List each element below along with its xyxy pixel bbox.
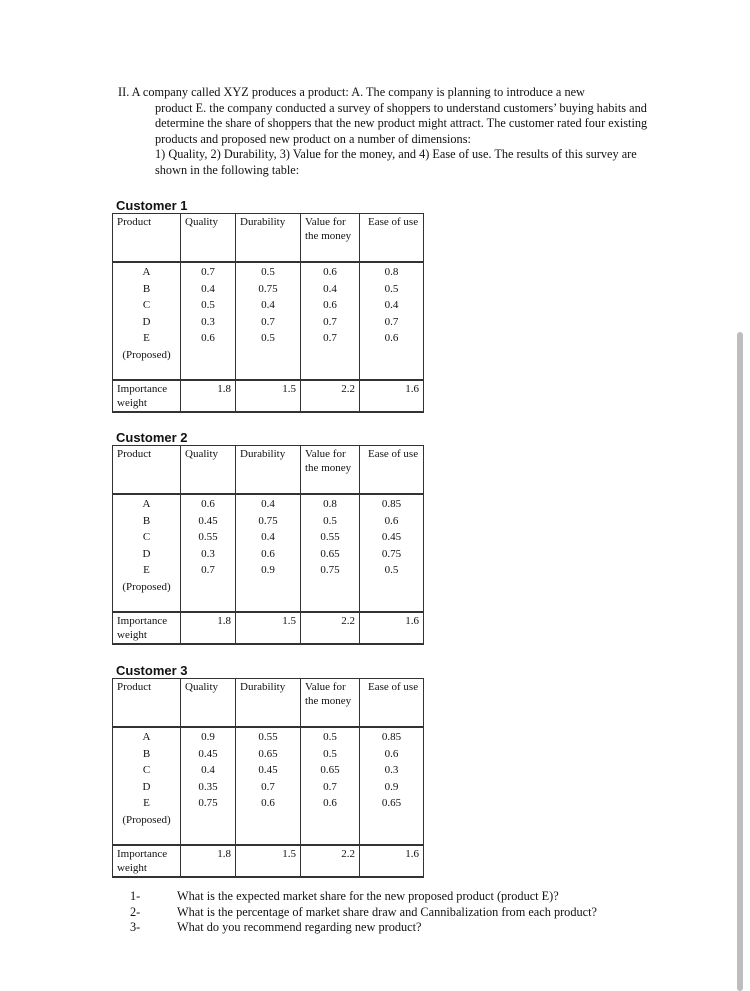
- durability-cell: 0.75: [258, 282, 278, 295]
- ease-cell: 0.6: [384, 514, 399, 527]
- ease-cell: 0.4: [384, 299, 399, 311]
- products-column: [113, 497, 180, 596]
- durability-cell: 0.7: [261, 780, 275, 793]
- products-cell: B: [142, 282, 151, 295]
- table-header-row: [113, 446, 424, 495]
- ease-column: [360, 730, 423, 813]
- value-cell: 0.55: [320, 531, 340, 543]
- products-cell: C: [142, 531, 151, 543]
- ease-cell: 0.6: [384, 332, 399, 344]
- ease-cell: 0.45: [381, 531, 402, 543]
- ease-cell: 0.8: [384, 266, 399, 278]
- products-cell: D: [142, 547, 151, 560]
- importance-label: Importance weight: [113, 380, 181, 412]
- products-cell: A: [142, 498, 151, 510]
- quality-column: [181, 265, 235, 348]
- quality-cell: 0.6: [201, 498, 215, 510]
- quality-cell: 0.45: [198, 514, 218, 527]
- value-cell: 0.6: [323, 797, 337, 809]
- value-cell: 0.6: [323, 299, 337, 311]
- durability-column: [236, 730, 300, 813]
- customer-title: Customer 3: [116, 663, 188, 678]
- vertical-scrollbar[interactable]: [737, 332, 743, 991]
- table-row: [113, 494, 424, 612]
- header-ease: Ease of use: [360, 214, 424, 263]
- header-value: Value for the money: [301, 214, 360, 263]
- ease-cell: 0.85: [381, 498, 402, 510]
- quality-cell: 0.55: [198, 531, 218, 543]
- durability-cell: 0.4: [261, 498, 275, 510]
- products-cell: B: [142, 747, 151, 760]
- value-cell: 0.6: [323, 266, 337, 278]
- durability-cell: 0.7: [261, 315, 275, 328]
- quality-cell: 0.75: [198, 797, 218, 809]
- customer-title: Customer 1: [116, 198, 188, 213]
- header-product: Product: [113, 214, 181, 263]
- value-column: [301, 265, 359, 348]
- products-cell: B: [142, 514, 151, 527]
- products-cell: E: [143, 797, 150, 809]
- importance-weight-row: [113, 845, 424, 877]
- weight-cell: 1.5: [236, 612, 301, 644]
- table-header-row: [113, 214, 424, 263]
- ease-cell: 0.3: [384, 764, 399, 776]
- durability-cell: 0.6: [261, 547, 275, 560]
- value-column: [301, 497, 359, 580]
- products-cell: D: [142, 315, 151, 328]
- header-value: Value for the money: [301, 679, 360, 728]
- products-cell: C: [142, 764, 151, 776]
- quality-cell: 0.9: [201, 731, 215, 743]
- weight-cell: 1.6: [360, 380, 424, 412]
- header-quality: Quality: [181, 214, 236, 263]
- value-cell: 0.7: [323, 780, 337, 793]
- weight-cell: 1.5: [236, 380, 301, 412]
- customer-title: Customer 2: [116, 430, 188, 445]
- quality-cell: 0.4: [201, 764, 215, 776]
- header-durability: Durability: [236, 446, 301, 495]
- header-ease: Ease of use: [360, 446, 424, 495]
- importance-label: Importance weight: [113, 845, 181, 877]
- weight-cell: 1.6: [360, 612, 424, 644]
- value-cell: 0.7: [323, 332, 337, 344]
- ease-column: [360, 497, 423, 580]
- weight-cell: 1.6: [360, 845, 424, 877]
- quality-cell: 0.35: [198, 780, 218, 793]
- ease-column: [360, 265, 423, 348]
- quality-cell: 0.45: [198, 747, 218, 760]
- weight-cell: 1.5: [236, 845, 301, 877]
- products-cell: D: [142, 780, 151, 793]
- ease-cell: 0.5: [384, 564, 399, 576]
- durability-cell: 0.4: [261, 299, 275, 311]
- intro-dimensions: 1) Quality, 2) Durability, 3) Value for the money, and 4) Ease of use. The results of this survey are shown in the following table:: [155, 147, 637, 177]
- durability-column: [236, 497, 300, 580]
- header-value: Value for the money: [301, 446, 360, 495]
- ease-cell: 0.85: [381, 731, 402, 743]
- value-cell: 0.5: [323, 731, 337, 743]
- durability-cell: 0.9: [261, 564, 275, 576]
- quality-column: [181, 497, 235, 580]
- value-column: [301, 730, 359, 813]
- quality-cell: 0.4: [201, 282, 215, 295]
- quality-cell: 0.6: [201, 332, 215, 344]
- quality-cell: 0.5: [201, 299, 215, 311]
- value-cell: 0.8: [323, 498, 337, 510]
- value-cell: 0.5: [323, 514, 337, 527]
- value-cell: 0.4: [323, 282, 337, 295]
- table-row: [113, 727, 424, 845]
- weight-cell: 1.8: [181, 612, 236, 644]
- proposed-label: (Proposed): [122, 580, 171, 593]
- durability-column: [236, 265, 300, 348]
- header-quality: Quality: [181, 446, 236, 495]
- header-durability: Durability: [236, 679, 301, 728]
- importance-weight-row: [113, 380, 424, 412]
- ease-cell: 0.6: [384, 747, 399, 760]
- ease-cell: 0.75: [381, 547, 402, 560]
- quality-cell: 0.3: [201, 547, 215, 560]
- durability-cell: 0.5: [261, 266, 275, 278]
- quality-cell: 0.7: [201, 266, 215, 278]
- quality-cell: 0.7: [201, 564, 215, 576]
- durability-cell: 0.5: [261, 332, 275, 344]
- value-cell: 0.75: [320, 564, 340, 576]
- weight-cell: 1.8: [181, 845, 236, 877]
- header-quality: Quality: [181, 679, 236, 728]
- value-cell: 0.65: [320, 764, 340, 776]
- intro-first-line: II. A company called XYZ produces a product: A. The company is planning to introduce a new: [118, 85, 585, 99]
- importance-weight-row: [113, 612, 424, 644]
- products-cell: A: [142, 266, 151, 278]
- durability-cell: 0.65: [258, 747, 278, 760]
- weight-cell: 2.2: [301, 845, 360, 877]
- header-durability: Durability: [236, 214, 301, 263]
- durability-cell: 0.45: [258, 764, 278, 776]
- durability-cell: 0.55: [258, 731, 278, 743]
- table-row: [113, 262, 424, 380]
- durability-cell: 0.6: [261, 797, 275, 809]
- products-cell: A: [142, 731, 151, 743]
- header-product: Product: [113, 679, 181, 728]
- header-ease: Ease of use: [360, 679, 424, 728]
- durability-cell: 0.4: [261, 531, 275, 543]
- products-column: [113, 265, 180, 364]
- ease-cell: 0.9: [384, 780, 399, 793]
- products-cell: C: [142, 299, 151, 311]
- weight-cell: 1.8: [181, 380, 236, 412]
- proposed-label: (Proposed): [122, 348, 171, 361]
- ease-cell: 0.65: [381, 797, 402, 809]
- products-column: [113, 730, 180, 829]
- customer-ratings-table: [112, 213, 424, 413]
- customer-ratings-table: [112, 678, 424, 878]
- table-header-row: [113, 679, 424, 728]
- ease-cell: 0.7: [384, 315, 399, 328]
- value-cell: 0.65: [320, 547, 340, 560]
- products-cell: E: [143, 332, 150, 344]
- header-product: Product: [113, 446, 181, 495]
- intro-body: product E. the company conducted a survey of shoppers to understand customers’ buying habits and determine the share of shoppers that the new product might attract. The customer rated four existing products and proposed new product on a number of dimensions:: [155, 100, 648, 146]
- value-cell: 0.5: [323, 747, 337, 760]
- importance-label: Importance weight: [113, 612, 181, 644]
- proposed-label: (Proposed): [122, 813, 171, 826]
- document-page: II. A company called XYZ produces a product: A. The company is planning to introduce a new product E. the company conducted a survey of shoppers to understand customers’ buying habits and determine the share of shoppers that the new product might attract. The customer rated four existing products and proposed new product on a number of dimensions: 1) Quality, 2) Durability, 3) Value for the money, and 4) Ease of use. The results of this survey are shown in the following table: Customer 1 Product Quality Durability Value for the money Ease of use A B C D E (Proposed) 0.7 0.4 0.5 0.3 0.6 0.5 0.75 0.4 0.7 0.5 0.6 0.4 0.6 0.7 0.7 0.8 0.5 0.4 0.7 0.6 Importance weight 1.8 1.5 2.2 1.6 Customer 2 Product Quality Durability Value for the money Ease of use A B C D E (Proposed) 0.6 0.45 0.55 0.3 0.7 0.4 0.75 0.4 0.6 0.9 0.8 0.5 0.55 0.65 0.75 0.85 0.6 0.45 0.75 0.5 Importance weight 1.8 1.5 2.2 1.6 Customer 3 Product Quality Durability Value for the money Ease of use A B C D E (Proposed) 0.9 0.45 0.4 0.35 0.75 0.55 0.65 0.45 0.7 0.6 0.5 0.5 0.65 0.7 0.6 0.85 0.6 0.3 0.9 0.65 Importance weight 1.8 1.5 2.2 1.6 1- What is the expected market share for the new proposed product (product E)? 2- What is the percentage of market share draw and Cannibalization from each product? 3- What do you recommend regarding new product?: [0, 0, 750, 991]
- quality-cell: 0.3: [201, 315, 215, 328]
- ease-cell: 0.5: [384, 282, 399, 295]
- customer-ratings-table: [112, 445, 424, 645]
- quality-column: [181, 730, 235, 813]
- durability-cell: 0.75: [258, 514, 278, 527]
- products-cell: E: [143, 564, 150, 576]
- weight-cell: 2.2: [301, 380, 360, 412]
- problem-statement: [118, 85, 653, 179]
- weight-cell: 2.2: [301, 612, 360, 644]
- value-cell: 0.7: [323, 315, 337, 328]
